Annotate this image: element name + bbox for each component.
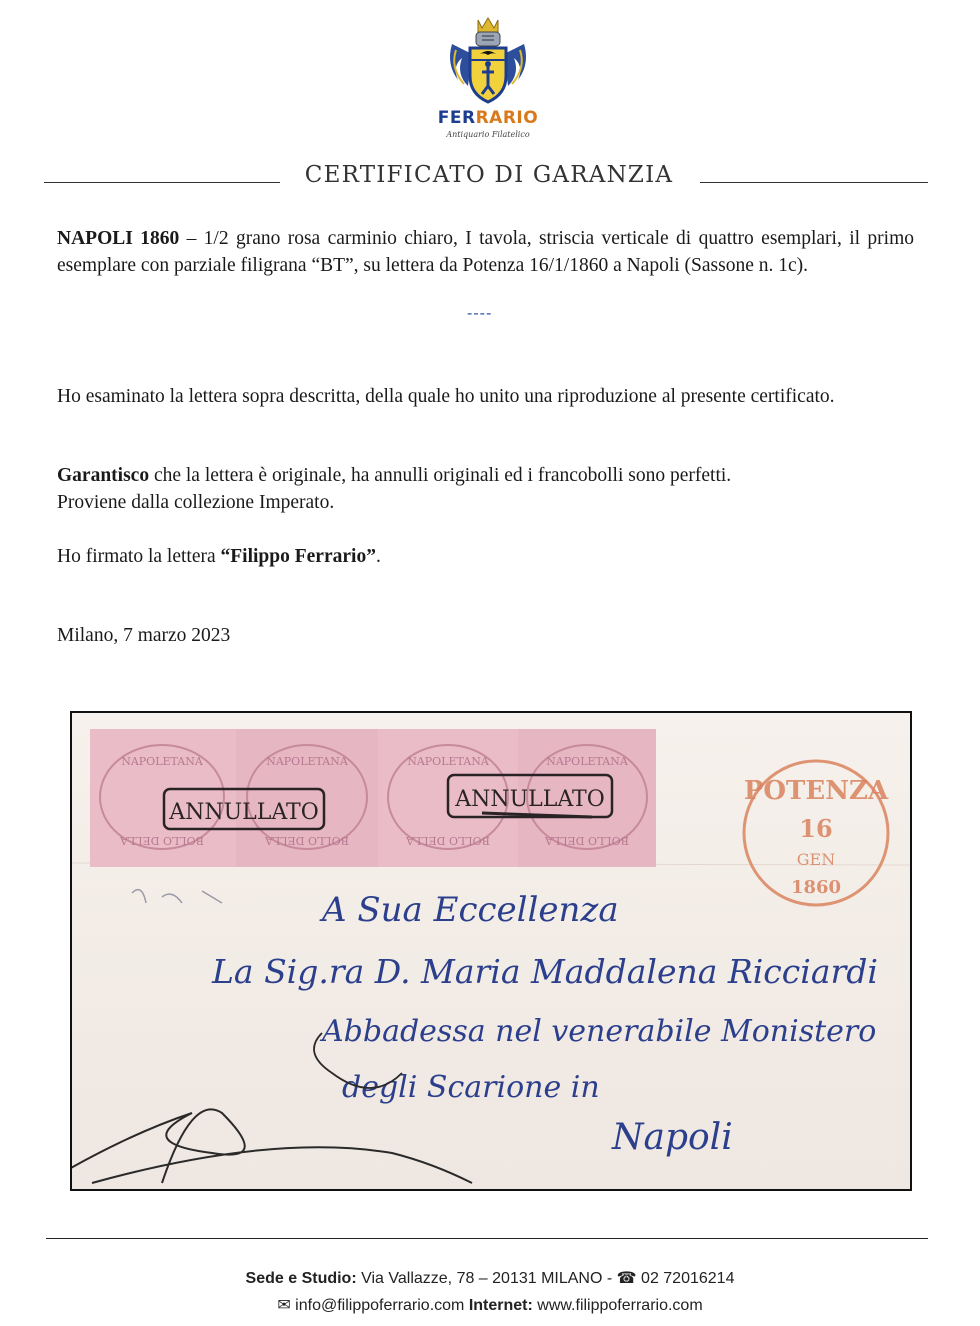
company-logo [430, 14, 546, 139]
brand-tagline: Antiquario Filatelico [446, 130, 530, 139]
address-line-2: La Sig.ra D. Maria Maddalena Ricciardi [212, 952, 878, 991]
address-line-3: Abbadessa nel venerabile Monistero [322, 1014, 877, 1049]
footer-email[interactable]: info@filippoferrario.com [290, 1297, 469, 1314]
footer-rule [46, 1238, 928, 1239]
stamp-4-text-top: NAPOLETANA [546, 755, 628, 768]
footer-address [0, 1268, 980, 1288]
postmark-day: 16 [799, 814, 833, 843]
stamp-3-text-bottom: BOLLO DELLA [406, 834, 490, 847]
postmark-year: 1860 [790, 877, 842, 898]
footer-studio-label: Sede e Studio: [245, 1270, 357, 1287]
brand-name [430, 108, 546, 128]
stamp-1-text-top: NAPOLETANA [121, 755, 203, 768]
cancel-1-text: ANNULLATO [169, 800, 319, 825]
guarantee-text: che la lettera è originale, ha annulli originali ed i francobolli sono perfetti. [149, 465, 732, 486]
letter-photo [70, 711, 912, 1191]
item-description-lead: NAPOLI 1860 [57, 228, 180, 249]
certificate-title: CERTIFICATO DI GARANZIA [304, 162, 674, 188]
stamp-1-text-bottom: BOLLO DELLA [120, 834, 204, 847]
stamp-4-text-bottom: BOLLO DELLA [545, 834, 629, 847]
footer-internet-label: Internet: [468, 1297, 533, 1314]
examination-statement: Ho esaminato la lettera sopra descritta, della quale ho unito una riproduzione al presente certificato. [57, 386, 835, 407]
footer-address-text: Via Vallazze, 78 – 20131 MILANO - [356, 1270, 617, 1287]
address-line-1: A Sua Eccellenza [322, 890, 619, 930]
letter-illustration [72, 713, 910, 1189]
certificate-header [44, 160, 928, 194]
stamp-2-text-top: NAPOLETANA [266, 755, 348, 768]
brand-name-part2: RARIO [475, 108, 539, 128]
guarantee-statement [57, 462, 914, 516]
email-icon: ✉ [277, 1297, 291, 1314]
postmark-month: GEN [796, 850, 836, 869]
signature-prefix: Ho firmato la lettera [57, 546, 221, 567]
brand-name-part1: FER [437, 108, 476, 128]
address-line-4: degli Scarione in [342, 1070, 600, 1105]
signature-statement [57, 543, 914, 570]
provenance-text: Proviene dalla collezione Imperato. [57, 492, 335, 513]
guarantee-bold: Garantisco [57, 465, 150, 486]
place-and-date: Milano, 7 marzo 2023 [57, 625, 231, 646]
stamp-3-text-top: NAPOLETANA [407, 755, 489, 768]
postmark-town: POTENZA [743, 776, 889, 806]
footer-website[interactable]: www.filippoferrario.com [532, 1297, 703, 1314]
separator-dashes: ---- [467, 305, 493, 322]
cancel-2-text: ANNULLATO [455, 787, 605, 812]
stamp-2-text-bottom: BOLLO DELLA [265, 834, 349, 847]
address-line-5: Napoli [612, 1117, 733, 1158]
signature-suffix: . [375, 546, 381, 567]
signature-name: “Filippo Ferrario” [220, 546, 376, 567]
title-rule-left [44, 182, 280, 183]
phone-fax-icon: ☎ [616, 1270, 637, 1287]
coat-of-arms-icon [442, 14, 534, 106]
footer-phone[interactable]: 02 72016214 [636, 1270, 735, 1287]
item-description-text: – 1/2 grano rosa carminio chiaro, I tavola, striscia verticale di quattro esemplari, il primo esemplare con parziale filigrana “BT”, su lettera da Potenza 16/1/1860 a Napoli (Sassone n. 1c). [57, 228, 914, 276]
stamp-2 [236, 729, 378, 867]
item-description [57, 225, 914, 279]
title-rule-right [700, 182, 928, 183]
footer-contacts [0, 1295, 980, 1315]
